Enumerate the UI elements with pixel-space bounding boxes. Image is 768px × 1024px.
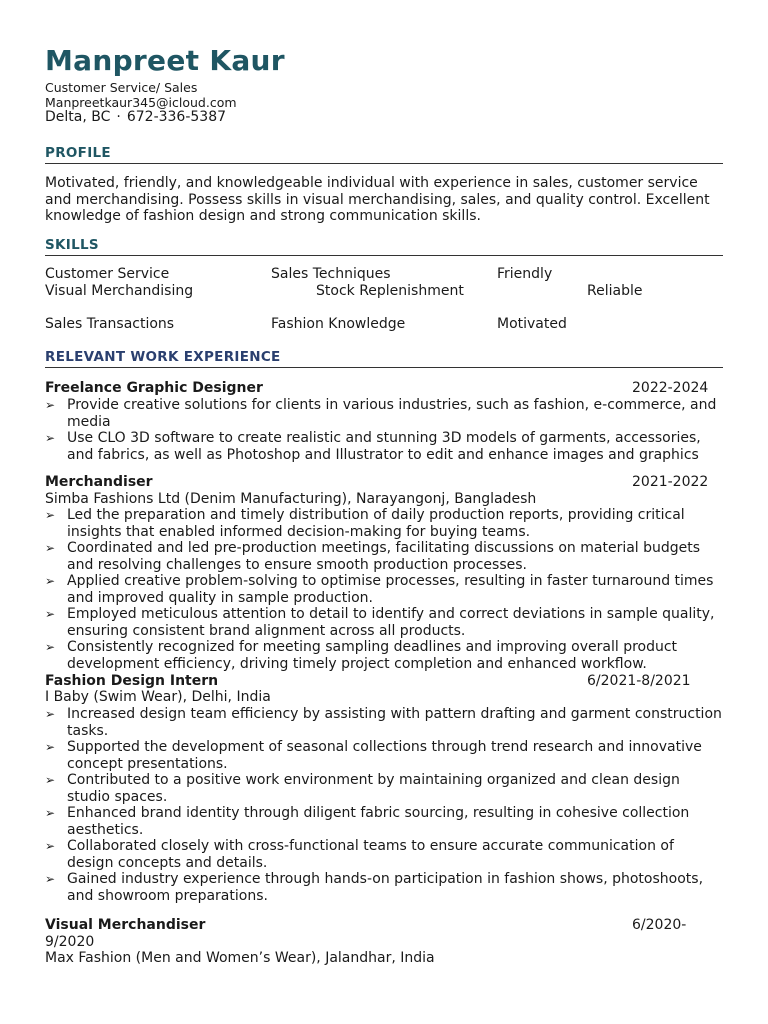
job-title: Merchandiser xyxy=(45,474,153,490)
skill-item: Visual Merchandising xyxy=(45,283,194,299)
candidate-email: Manpreetkaur345@icloud.com xyxy=(45,95,237,110)
list-item: ➢ Supported the development of seasonal collections through trend research and innovative concept presentations. xyxy=(45,739,723,772)
skill-item: Fashion Knowledge xyxy=(271,316,406,332)
skill-item: Friendly xyxy=(497,266,553,282)
job-title: Visual Merchandiser xyxy=(45,917,206,933)
list-item: ➢ Employed meticulous attention to detail to identify and correct deviations in sample quality, ensuring consistent brand alignment across all products. xyxy=(45,606,723,639)
job-company: I Baby (Swim Wear), Delhi, India xyxy=(45,689,271,705)
job-date: 2022-2024 xyxy=(632,380,709,396)
job-bullets xyxy=(45,397,723,463)
job-title: Freelance Graphic Designer xyxy=(45,380,263,396)
experience-heading: RELEVANT WORK EXPERIENCE xyxy=(45,349,723,368)
candidate-city: Delta, BC xyxy=(45,109,111,125)
candidate-name: Manpreet Kaur xyxy=(45,44,285,77)
job-bullets xyxy=(45,706,723,904)
skill-item: Stock Replenishment xyxy=(316,283,464,299)
job-title: Fashion Design Intern xyxy=(45,673,219,689)
job-date-end: 9/2020 xyxy=(45,934,95,950)
list-item: ➢ Gained industry experience through hands-on participation in fashion shows, photoshoots, and showroom preparations. xyxy=(45,871,723,904)
job-date: 6/2021-8/2021 xyxy=(587,673,691,689)
list-item: ➢ Use CLO 3D software to create realistic and stunning 3D models of garments, accessories, and fabrics, as well as Photoshop and Illustrator to edit and enhance images and graphics xyxy=(45,430,723,463)
profile-text: Motivated, friendly, and knowledgeable individual with experience in sales, customer service and merchandising. Possess skills in visual merchandising, sales, and quality control. Excellent knowledge of fashion design and strong communication skills. xyxy=(45,175,710,224)
skill-item: Motivated xyxy=(497,316,567,332)
list-item: ➢ Collaborated closely with cross-functional teams to ensure accurate communication of design concepts and details. xyxy=(45,838,723,871)
skill-item: Sales Techniques xyxy=(271,266,391,282)
skill-item: Reliable xyxy=(587,283,643,299)
job-date-start: 6/2020- xyxy=(632,917,687,933)
list-item: ➢ Provide creative solutions for clients in various industries, such as fashion, e-commerce, and media xyxy=(45,397,723,430)
list-item: ➢ Contributed to a positive work environment by maintaining organized and clean design studio spaces. xyxy=(45,772,723,805)
list-item: ➢ Increased design team efficiency by assisting with pattern drafting and garment construction tasks. xyxy=(45,706,723,739)
list-item: ➢ Coordinated and led pre-production meetings, facilitating discussions on material budgets and resolving challenges to ensure smooth production processes. xyxy=(45,540,723,573)
job-bullets xyxy=(45,507,723,672)
list-item: ➢ Led the preparation and timely distribution of daily production reports, providing critical insights that enabled informed decision-making for buying teams. xyxy=(45,507,723,540)
profile-heading: PROFILE xyxy=(45,145,723,164)
candidate-subtitle: Customer Service/ Sales xyxy=(45,80,198,95)
list-item: ➢ Consistently recognized for meeting sampling deadlines and improving overall product development efficiency, driving timely project completion and enhanced workflow. xyxy=(45,639,723,672)
job-company: Simba Fashions Ltd (Denim Manufacturing), Narayangonj, Bangladesh xyxy=(45,491,537,507)
separator-dot: · xyxy=(116,109,121,125)
job-date: 2021-2022 xyxy=(632,474,709,490)
skills-heading: SKILLS xyxy=(45,237,723,256)
list-item: ➢ Enhanced brand identity through diligent fabric sourcing, resulting in cohesive collection aesthetics. xyxy=(45,805,723,838)
skill-item: Customer Service xyxy=(45,266,170,282)
job-company: Max Fashion (Men and Women’s Wear), Jalandhar, India xyxy=(45,950,435,966)
candidate-phone: 672-336-5387 xyxy=(126,109,227,125)
skill-item: Sales Transactions xyxy=(45,316,175,332)
contact-line xyxy=(45,109,226,125)
list-item: ➢ Applied creative problem-solving to optimise processes, resulting in faster turnaround times and improved quality in sample production. xyxy=(45,573,723,606)
